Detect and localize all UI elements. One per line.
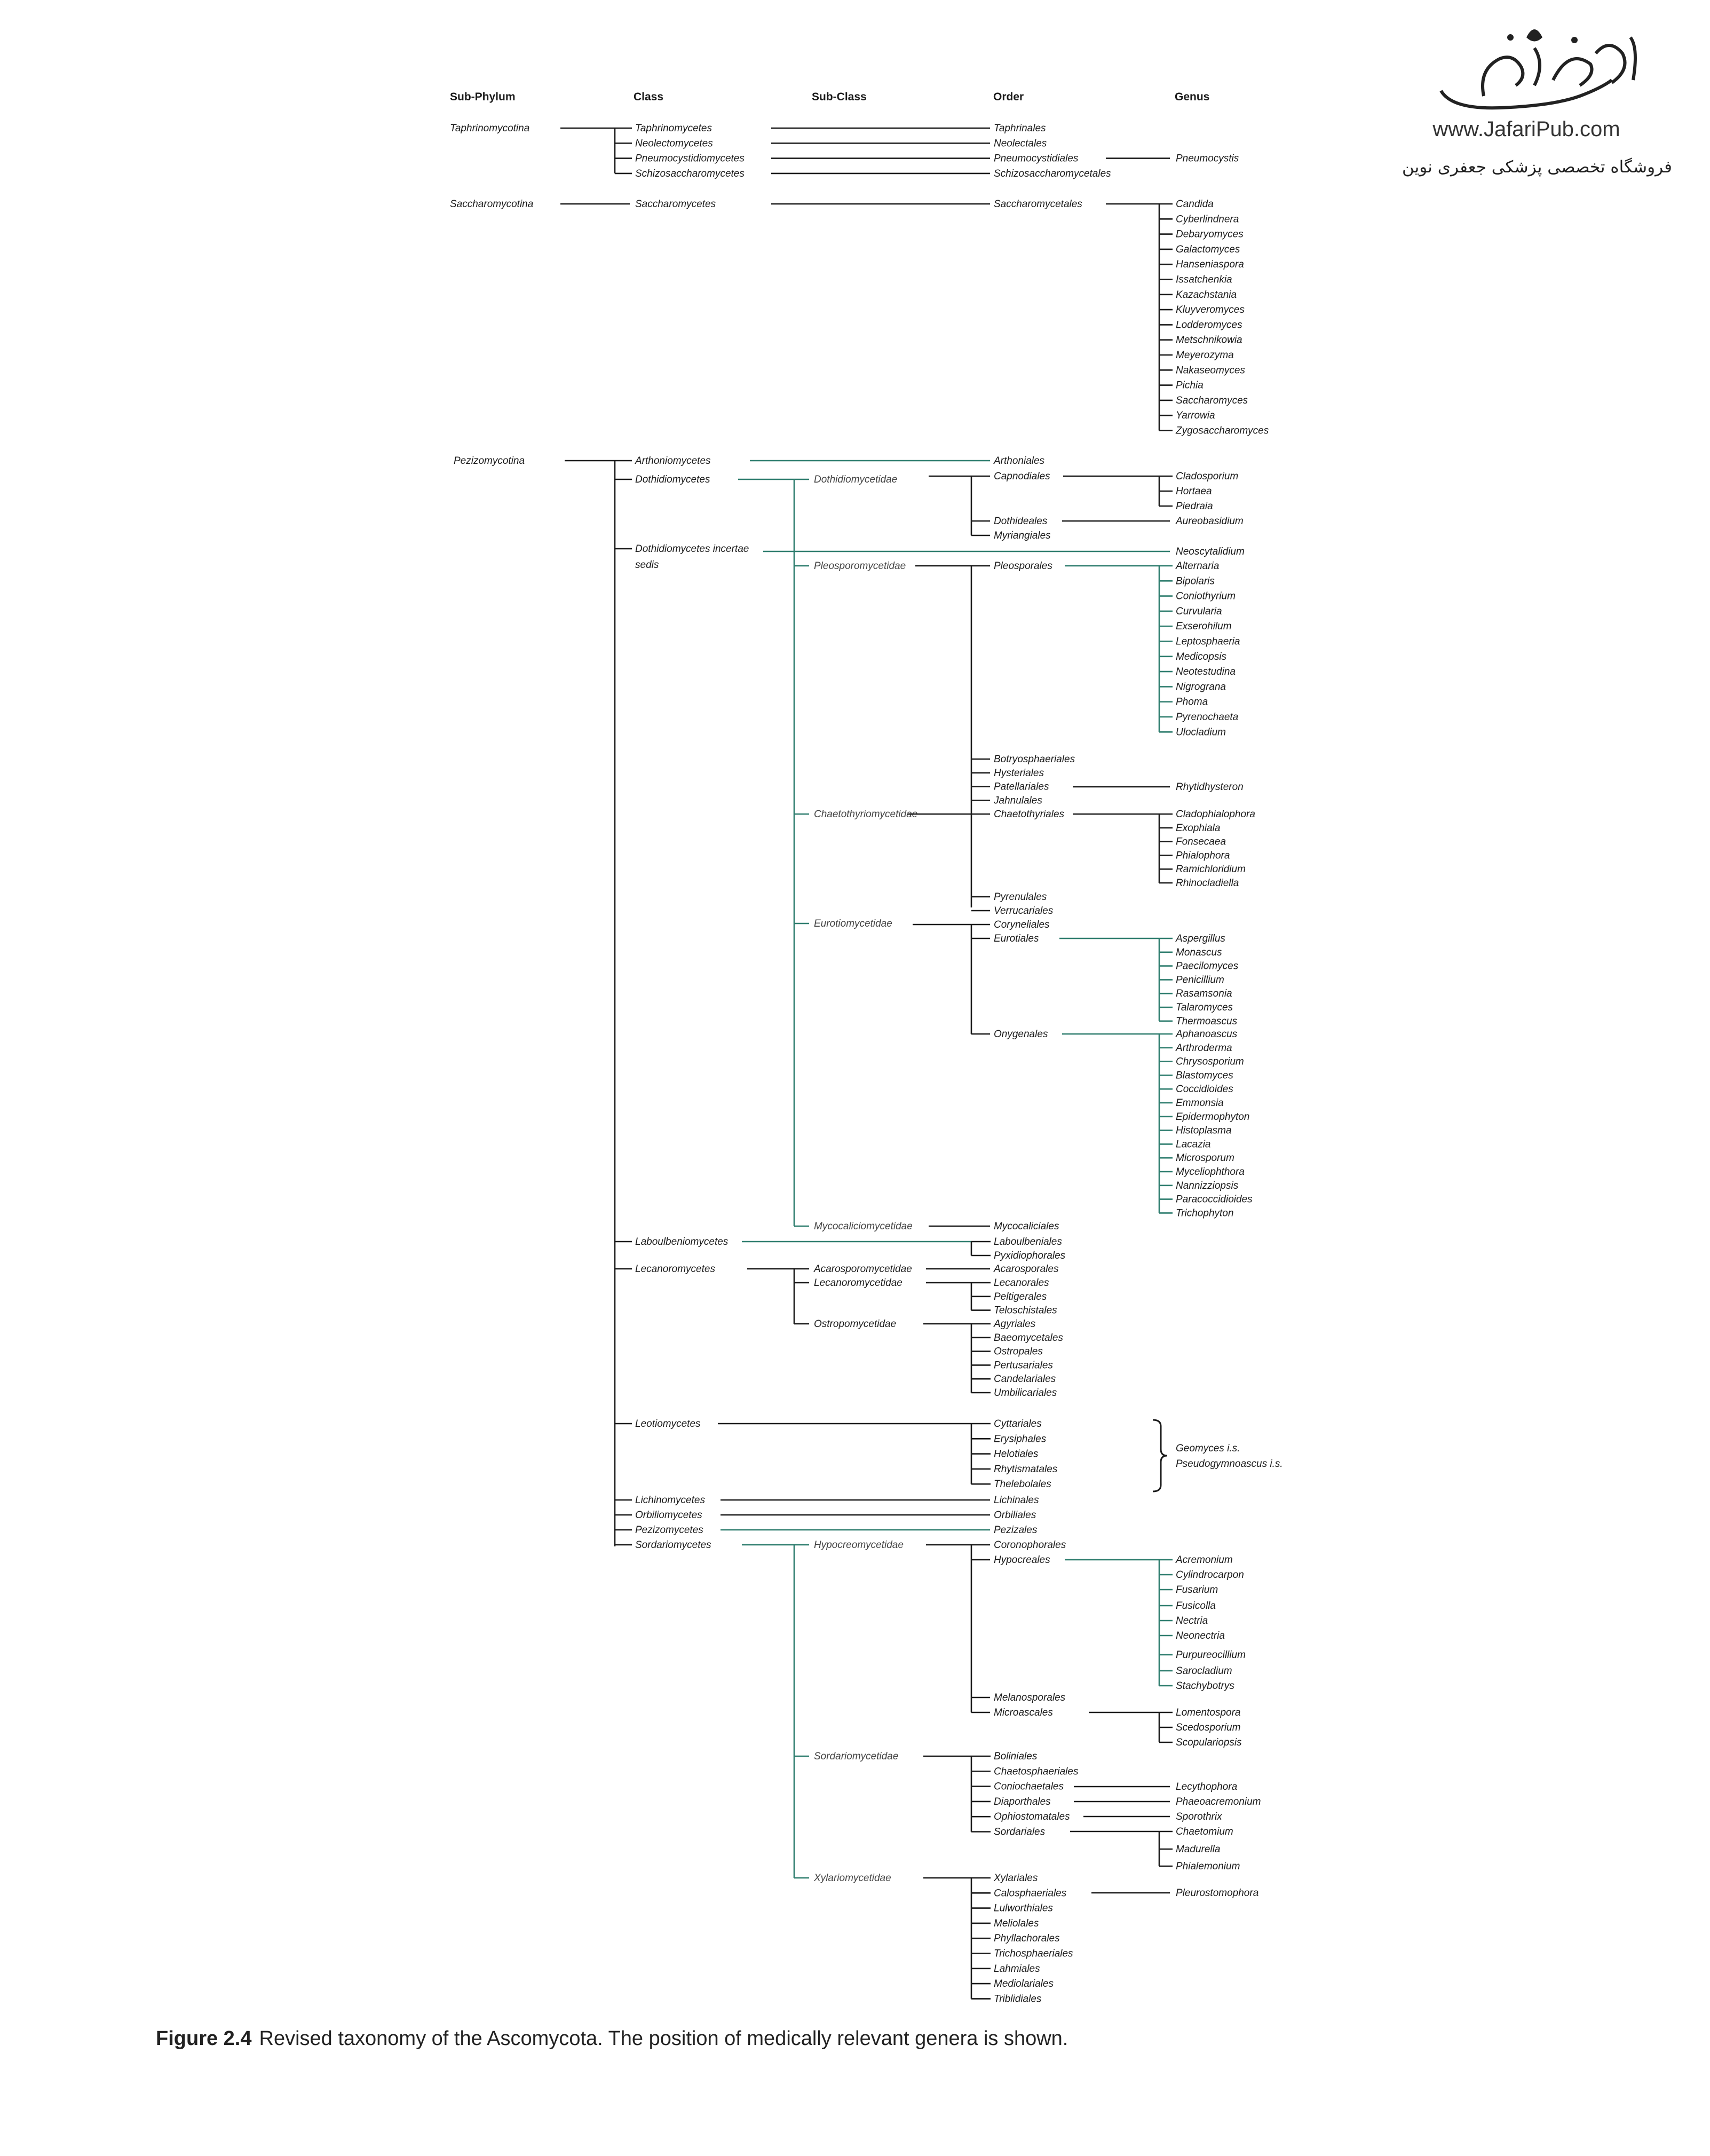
genus-aureobasidium: Aureobasidium [1176, 516, 1244, 527]
genus-talaromyces: Talaromyces [1176, 1002, 1233, 1013]
order-patellariales: Patellariales [994, 781, 1049, 793]
publisher-url[interactable]: www.JafariPub.com [1432, 117, 1620, 141]
order-pyxidiophorales: Pyxidiophorales [994, 1250, 1066, 1261]
order-cyttariales: Cyttariales [994, 1418, 1042, 1430]
subclass-xylariomycetidae: Xylariomycetidae [814, 1873, 891, 1884]
order-lecanorales: Lecanorales [994, 1277, 1049, 1289]
class-laboulbeniomycetes: Laboulbeniomycetes [635, 1236, 729, 1247]
genus-fonsecaea: Fonsecaea [1176, 836, 1226, 848]
genus-debaryomyces: Debaryomyces [1176, 228, 1244, 240]
genus-lacazia: Lacazia [1176, 1139, 1211, 1150]
genus-paecilomyces: Paecilomyces [1176, 960, 1239, 972]
genus-hortaea: Hortaea [1176, 486, 1212, 497]
genus-medicopsis: Medicopsis [1176, 651, 1227, 662]
genus-microsporum: Microsporum [1176, 1152, 1234, 1164]
caption-label: Figure 2.4 [156, 2027, 252, 2050]
class-pezizomycetes: Pezizomycetes [635, 1525, 703, 1536]
genus-neotestudina: Neotestudina [1176, 666, 1236, 678]
subphylum-pezizomycotina: Pezizomycotina [454, 455, 525, 467]
order-pyrenulales: Pyrenulales [994, 891, 1047, 903]
subclass-ostropomycetidae: Ostropomycetidae [814, 1318, 897, 1330]
genus-curvularia: Curvularia [1176, 605, 1222, 617]
column-header-class: Class [634, 91, 664, 103]
subclass-sordariomycetidae: Sordariomycetidae [814, 1751, 899, 1762]
genus-zygosaccharomyces: Zygosaccharomyces [1176, 425, 1269, 437]
genus-hanseniaspora: Hanseniaspora [1176, 259, 1244, 271]
order-chaetosphaeriales: Chaetosphaeriales [994, 1766, 1079, 1778]
publisher-logo-mark [1420, 16, 1665, 117]
genus-purpureocillium: Purpureocillium [1176, 1649, 1246, 1661]
subclass-pleosporomycetidae: Pleosporomycetidae [814, 560, 906, 572]
genus-lodderomyces: Lodderomyces [1176, 319, 1242, 331]
figure-caption [156, 2027, 1068, 2050]
genus-coccidioides: Coccidioides [1176, 1084, 1233, 1095]
genus-pichia: Pichia [1176, 380, 1204, 391]
order-botryosphaeriales: Botryosphaeriales [994, 754, 1075, 765]
order-meliolales: Meliolales [994, 1917, 1039, 1929]
genus-acremonium: Acremonium [1176, 1554, 1233, 1566]
order-thelebolales: Thelebolales [994, 1479, 1051, 1490]
class-saccharomycetes: Saccharomycetes [635, 199, 716, 210]
order-jahnulales: Jahnulales [994, 795, 1042, 807]
column-header-sub-phylum: Sub-Phylum [450, 91, 516, 103]
order-diaporthales: Diaporthales [994, 1796, 1051, 1807]
subclass-lecanoromycetidae: Lecanoromycetidae [814, 1277, 902, 1289]
genus-chrysosporium: Chrysosporium [1176, 1056, 1244, 1068]
class-orbiliomycetes: Orbiliomycetes [635, 1510, 702, 1521]
order-taphrinales: Taphrinales [994, 123, 1046, 134]
subphylum-taphrinomycotina: Taphrinomycotina [450, 123, 530, 134]
order-pertusariales: Pertusariales [994, 1360, 1053, 1371]
order-phyllachorales: Phyllachorales [994, 1933, 1060, 1945]
genus-pyrenochaeta: Pyrenochaeta [1176, 712, 1239, 723]
genus-rhytidhysteron: Rhytidhysteron [1176, 781, 1244, 793]
order-hysteriales: Hysteriales [994, 767, 1044, 779]
genus-penicillium: Penicillium [1176, 974, 1224, 986]
order-lichinales: Lichinales [994, 1495, 1039, 1506]
genus-blastomyces: Blastomyces [1176, 1070, 1233, 1081]
order-schizosaccharomycetales: Schizosaccharomycetales [994, 168, 1111, 179]
column-header-order: Order [993, 91, 1024, 103]
publisher-logo [1402, 16, 1673, 192]
genus-rasamsonia: Rasamsonia [1176, 988, 1232, 1000]
order-agyriales: Agyriales [994, 1318, 1036, 1330]
genus-fusicolla: Fusicolla [1176, 1600, 1216, 1612]
genus-nigrograna: Nigrograna [1176, 681, 1226, 693]
order-hypocreales: Hypocreales [994, 1554, 1050, 1566]
order-melanosporales: Melanosporales [994, 1692, 1066, 1703]
genus-metschnikowia: Metschnikowia [1176, 334, 1242, 346]
order-dothideales: Dothideales [994, 516, 1048, 527]
genus-coniothyrium: Coniothyrium [1176, 590, 1236, 602]
order-peltigerales: Peltigerales [994, 1291, 1047, 1302]
genus-stachybotrys: Stachybotrys [1176, 1680, 1234, 1692]
genus-pneumocystis: Pneumocystis [1176, 153, 1239, 164]
subclass-hypocreomycetidae: Hypocreomycetidae [814, 1539, 904, 1551]
genus-yarrowia: Yarrowia [1176, 410, 1215, 422]
genus-arthroderma: Arthroderma [1176, 1042, 1232, 1054]
genus-sarocladium: Sarocladium [1176, 1665, 1232, 1677]
publisher-tagline: فروشگاه تخصصی پزشکی جعفری نوین [1402, 157, 1673, 177]
genus-pleurostomophora: Pleurostomophora [1176, 1888, 1259, 1899]
genus-ulocladium: Ulocladium [1176, 726, 1226, 738]
genus-issatchenkia: Issatchenkia [1176, 274, 1232, 286]
subclass-mycocaliciomycetidae: Mycocaliciomycetidae [814, 1221, 913, 1232]
genus-paracoccidioides: Paracoccidioides [1176, 1194, 1253, 1205]
order-neolectales: Neolectales [994, 138, 1047, 149]
order-ostropales: Ostropales [994, 1346, 1043, 1357]
genus-piedraia: Piedraia [1176, 501, 1213, 512]
genus-neoscytalidium: Neoscytalidium [1176, 546, 1245, 557]
genus-lecythophora: Lecythophora [1176, 1781, 1238, 1792]
genus-trichophyton: Trichophyton [1176, 1207, 1234, 1219]
order-ophiostomatales: Ophiostomatales [994, 1811, 1070, 1823]
order-acarosporales: Acarosporales [994, 1263, 1059, 1275]
order-chaetothyriales: Chaetothyriales [994, 809, 1065, 820]
genus-thermoascus: Thermoascus [1176, 1015, 1238, 1027]
genus-exophiala: Exophiala [1176, 822, 1221, 834]
subclass-eurotiomycetidae: Eurotiomycetidae [814, 918, 892, 929]
genus-scopulariopsis: Scopulariopsis [1176, 1737, 1242, 1748]
order-erysiphales: Erysiphales [994, 1433, 1047, 1445]
order-saccharomycetales: Saccharomycetales [994, 199, 1082, 210]
genus-emmonsia: Emmonsia [1176, 1097, 1224, 1109]
genus-nannizziopsis: Nannizziopsis [1176, 1180, 1239, 1191]
order-lahmiales: Lahmiales [994, 1963, 1040, 1975]
order-microascales: Microascales [994, 1707, 1053, 1718]
genus-meyerozyma: Meyerozyma [1176, 350, 1234, 361]
genus-phialophora: Phialophora [1176, 850, 1230, 862]
order-laboulbeniales: Laboulbeniales [994, 1236, 1062, 1247]
genus-exserohilum: Exserohilum [1176, 621, 1232, 633]
genus-geomyces-i-s: Geomyces i.s. [1176, 1443, 1240, 1454]
genus-epidermophyton: Epidermophyton [1176, 1111, 1250, 1123]
genus-cladophialophora: Cladophialophora [1176, 809, 1255, 820]
order-coronophorales: Coronophorales [994, 1539, 1066, 1551]
genus-phaeoacremonium: Phaeoacremonium [1176, 1796, 1261, 1807]
order-helotiales: Helotiales [994, 1448, 1039, 1460]
genus-nectria: Nectria [1176, 1615, 1208, 1626]
genus-ramichloridium: Ramichloridium [1176, 864, 1246, 875]
genus-sporothrix: Sporothrix [1176, 1811, 1222, 1822]
order-xylariales: Xylariales [994, 1873, 1038, 1884]
genus-kluyveromyces: Kluyveromyces [1176, 304, 1245, 316]
genus-phoma: Phoma [1176, 696, 1208, 708]
column-header-genus: Genus [1175, 91, 1210, 103]
order-triblidiales: Triblidiales [994, 1993, 1042, 2005]
order-pleosporales: Pleosporales [994, 560, 1052, 572]
subphylum-saccharomycotina: Saccharomycotina [450, 199, 534, 210]
genus-chaetomium: Chaetomium [1176, 1826, 1233, 1837]
genus-scedosporium: Scedosporium [1176, 1722, 1241, 1733]
order-calosphaeriales: Calosphaeriales [994, 1888, 1067, 1899]
order-arthoniales: Arthoniales [994, 455, 1045, 467]
order-teloschistales: Teloschistales [994, 1305, 1057, 1316]
order-lulworthiales: Lulworthiales [994, 1902, 1053, 1914]
order-sordariales: Sordariales [994, 1826, 1046, 1838]
genus-histoplasma: Histoplasma [1176, 1125, 1232, 1136]
class-dothidiomycetes-incertae: Dothidiomycetes incertae [635, 543, 749, 555]
class-schizosaccharomycetes: Schizosaccharomycetes [635, 168, 745, 179]
order-coryneliales: Coryneliales [994, 919, 1050, 930]
order-candelariales: Candelariales [994, 1373, 1056, 1385]
class-lichinomycetes: Lichinomycetes [635, 1495, 705, 1506]
column-header-sub-class: Sub-Class [812, 91, 867, 103]
caption-text: Revised taxonomy of the Ascomycota. The position of medically relevant genera is shown. [259, 2027, 1068, 2050]
leotio-brace [1153, 1420, 1167, 1491]
genus-pseudogymnoascus-i-s: Pseudogymnoascus i.s. [1176, 1458, 1283, 1470]
order-verrucariales: Verrucariales [994, 905, 1054, 917]
order-pneumocystidiales: Pneumocystidiales [994, 153, 1079, 164]
class-dothidiomycetes: Dothidiomycetes [635, 474, 710, 485]
genus-aspergillus: Aspergillus [1176, 933, 1225, 944]
order-eurotiales: Eurotiales [994, 933, 1039, 944]
order-pezizales: Pezizales [994, 1525, 1038, 1536]
subclass-chaetothyriomycetidae: Chaetothyriomycetidae [814, 809, 918, 820]
class-lecanoromycetes: Lecanoromycetes [635, 1263, 715, 1275]
genus-madurella: Madurella [1176, 1844, 1221, 1855]
order-mediolariales: Mediolariales [994, 1978, 1054, 1990]
class-taphrinomycetes: Taphrinomycetes [635, 123, 712, 134]
class-arthoniomycetes: Arthoniomycetes [635, 455, 711, 467]
order-baeomycetales: Baeomycetales [994, 1332, 1063, 1344]
genus-candida: Candida [1176, 199, 1214, 210]
genus-leptosphaeria: Leptosphaeria [1176, 636, 1240, 647]
order-trichosphaeriales: Trichosphaeriales [994, 1948, 1073, 1960]
genus-alternaria: Alternaria [1176, 560, 1220, 572]
order-capnodiales: Capnodiales [994, 471, 1050, 482]
genus-neonectria: Neonectria [1176, 1630, 1225, 1641]
genus-nakaseomyces: Nakaseomyces [1176, 365, 1245, 376]
order-coniochaetales: Coniochaetales [994, 1781, 1064, 1792]
order-orbiliales: Orbiliales [994, 1510, 1036, 1521]
genus-monascus: Monascus [1176, 946, 1222, 958]
class-sedis: sedis [635, 559, 659, 571]
genus-saccharomyces: Saccharomyces [1176, 394, 1248, 406]
order-rhytismatales: Rhytismatales [994, 1463, 1058, 1475]
class-leotiomycetes: Leotiomycetes [635, 1418, 701, 1430]
genus-phialemonium: Phialemonium [1176, 1861, 1240, 1872]
genus-myceliophthora: Myceliophthora [1176, 1166, 1245, 1178]
genus-cylindrocarpon: Cylindrocarpon [1176, 1569, 1244, 1581]
genus-kazachstania: Kazachstania [1176, 289, 1237, 301]
genus-rhinocladiella: Rhinocladiella [1176, 878, 1239, 889]
subclass-acarosporomycetidae: Acarosporomycetidae [814, 1263, 912, 1275]
class-pneumocystidiomycetes: Pneumocystidiomycetes [635, 153, 745, 164]
order-umbilicariales: Umbilicariales [994, 1387, 1057, 1399]
genus-fusarium: Fusarium [1176, 1584, 1218, 1596]
order-onygenales: Onygenales [994, 1029, 1048, 1040]
genus-cyberlindnera: Cyberlindnera [1176, 214, 1239, 225]
genus-lomentospora: Lomentospora [1176, 1707, 1241, 1718]
genus-aphanoascus: Aphanoascus [1176, 1029, 1238, 1040]
subclass-dothidiomycetidae: Dothidiomycetidae [814, 474, 898, 485]
genus-cladosporium: Cladosporium [1176, 471, 1239, 482]
order-mycocaliciales: Mycocaliciales [994, 1221, 1059, 1232]
class-sordariomycetes: Sordariomycetes [635, 1539, 711, 1551]
genus-bipolaris: Bipolaris [1176, 575, 1215, 587]
genus-galactomyces: Galactomyces [1176, 243, 1240, 255]
class-neolectomycetes: Neolectomycetes [635, 138, 713, 149]
order-myriangiales: Myriangiales [994, 530, 1051, 541]
order-boliniales: Boliniales [994, 1751, 1038, 1762]
